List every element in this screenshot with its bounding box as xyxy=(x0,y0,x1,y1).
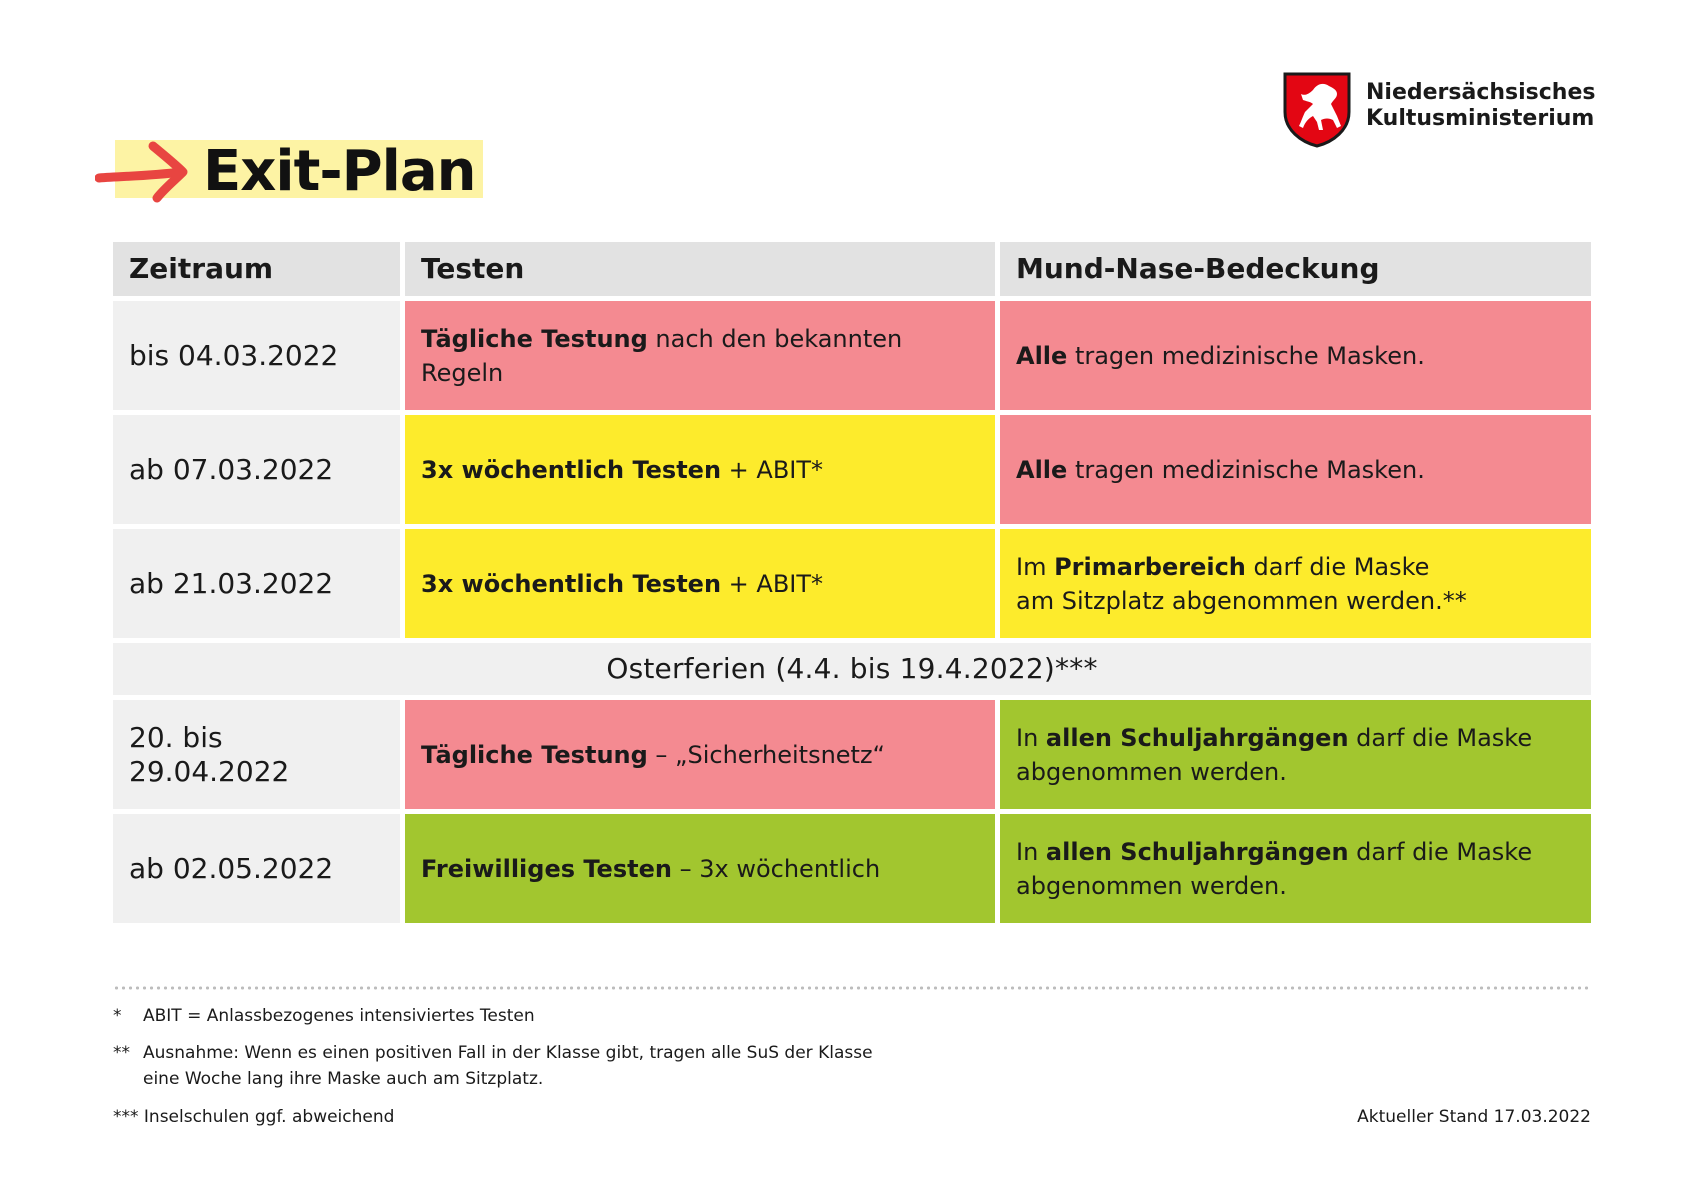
status-date: Aktueller Stand 17.03.2022 xyxy=(1357,1107,1591,1127)
row-4-maske-rest: darf die Maske xyxy=(1348,723,1533,752)
ministry-name xyxy=(1366,80,1596,132)
row-4-testen xyxy=(405,700,995,809)
row-4-testen-bold: Tägliche Testung xyxy=(421,740,648,769)
footnote-3-mark: *** xyxy=(113,1107,139,1127)
row-5-maske-bold: allen Schuljahrgängen xyxy=(1045,837,1349,866)
row-4-maske xyxy=(1000,700,1591,809)
ministry-name-line1: Niedersächsisches xyxy=(1366,80,1596,105)
row-2-maske-rest: tragen medizinische Masken. xyxy=(1067,455,1425,484)
ministry-logo xyxy=(1283,72,1597,148)
horse-crest-icon xyxy=(1283,72,1351,148)
row-1-maske-rest: tragen medizinische Masken. xyxy=(1067,341,1425,370)
header-maske: Mund-Nase-Bedeckung xyxy=(1000,242,1591,296)
row-3-maske-bold: Primarbereich xyxy=(1054,552,1246,581)
row-3-testen-bold: 3x wöchentlich Testen xyxy=(421,569,722,598)
row-2-testen-rest: + ABIT* xyxy=(721,455,824,484)
title-block xyxy=(95,140,485,206)
row-3-testen-rest: + ABIT* xyxy=(721,569,824,598)
row-2-maske-bold: Alle xyxy=(1016,455,1068,484)
dotted-divider xyxy=(113,986,1591,990)
row-4-date: 20. bis 29.04.2022 xyxy=(113,700,400,809)
row-1-maske xyxy=(1000,301,1591,410)
row-5-testen-bold: Freiwilliges Testen xyxy=(421,854,672,883)
footnote-3 xyxy=(113,1104,394,1130)
row-1-testen xyxy=(405,301,995,410)
row-3-testen xyxy=(405,529,995,638)
row-5-maske-rest: darf die Maske xyxy=(1348,837,1533,866)
footnote-2 xyxy=(113,1040,873,1092)
row-3-date: ab 21.03.2022 xyxy=(113,529,400,638)
exit-plan-table xyxy=(113,242,1591,923)
footnote-2-line1: Ausnahme: Wenn es einen positiven Fall in der Klasse gibt, tragen alle SuS der Klasse xyxy=(143,1043,873,1063)
row-3-maske-line2: am Sitzplatz abgenommen werden.** xyxy=(1016,586,1467,615)
row-2-testen xyxy=(405,415,995,524)
row-4-testen-rest: – „Sicherheitsnetz“ xyxy=(647,740,885,769)
row-3-maske-rest: darf die Maske xyxy=(1245,552,1430,581)
ministry-name-line2: Kultusministerium xyxy=(1366,106,1595,131)
footnote-2-line2: eine Woche lang ihre Maske auch am Sitzplatz. xyxy=(143,1069,544,1089)
row-2-date: ab 07.03.2022 xyxy=(113,415,400,524)
footnote-1-text: ABIT = Anlassbezogenes intensiviertes Testen xyxy=(143,1006,535,1026)
footnote-1-mark: * xyxy=(113,1006,122,1026)
page-title: Exit-Plan xyxy=(203,139,476,204)
footnote-1 xyxy=(113,1003,535,1029)
row-3-maske-pre: Im xyxy=(1016,552,1055,581)
footnote-3-text: Inselschulen ggf. abweichend xyxy=(143,1107,395,1127)
row-5-maske-line2: abgenommen werden. xyxy=(1016,871,1287,900)
row-5-date: ab 02.05.2022 xyxy=(113,814,400,923)
row-2-testen-bold: 3x wöchentlich Testen xyxy=(421,455,722,484)
row-1-testen-rest: nach den bekannten Regeln xyxy=(421,324,903,387)
row-5-testen xyxy=(405,814,995,923)
row-1-date: bis 04.03.2022 xyxy=(113,301,400,410)
arrow-right-icon xyxy=(95,138,195,208)
osterferien-row: Osterferien (4.4. bis 19.4.2022)*** xyxy=(113,643,1591,695)
row-1-testen-bold: Tägliche Testung xyxy=(421,324,648,353)
row-1-maske-bold: Alle xyxy=(1016,341,1068,370)
row-4-maske-bold: allen Schuljahrgängen xyxy=(1045,723,1349,752)
row-2-maske xyxy=(1000,415,1591,524)
row-4-maske-line2: abgenommen werden. xyxy=(1016,757,1287,786)
row-5-maske xyxy=(1000,814,1591,923)
footnote-2-mark: ** xyxy=(113,1043,130,1063)
header-testen: Testen xyxy=(405,242,995,296)
row-4-maske-pre: In xyxy=(1016,723,1046,752)
row-3-maske xyxy=(1000,529,1591,638)
row-5-testen-rest: – 3x wöchentlich xyxy=(671,854,881,883)
header-zeitraum: Zeitraum xyxy=(113,242,400,296)
row-5-maske-pre: In xyxy=(1016,837,1046,866)
